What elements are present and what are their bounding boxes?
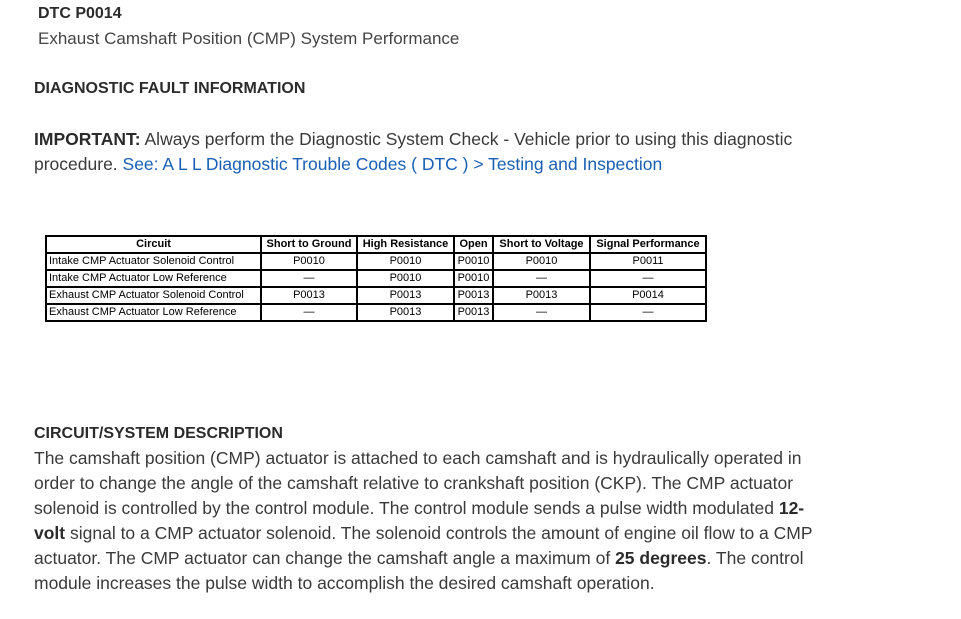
- cell-signal-performance: —: [590, 270, 706, 287]
- dtc-code: DTC P0014: [38, 5, 122, 22]
- cell-short-to-voltage: —: [493, 304, 590, 321]
- dtc-circuit-table: [45, 235, 707, 322]
- table-header-row: [46, 236, 706, 253]
- cell-high-resistance: P0013: [357, 287, 454, 304]
- desc-text-1: The camshaft position (CMP) actuator is attached to each camshaft and is hydraulically operated in order to change the angle of the camshaft relative to crankshaft position (CKP). The CMP actuator solenoid is controlled by the control module. The control module sends a pulse width modulated: [34, 448, 802, 518]
- cell-short-to-voltage: P0010: [493, 253, 590, 270]
- important-text: Always perform the Diagnostic System Check - Vehicle prior to using this diagnostic procedure.: [34, 129, 793, 174]
- table-row: [46, 253, 706, 270]
- circuit-description-text: [34, 446, 834, 596]
- cell-circuit: Intake CMP Actuator Low Reference: [46, 270, 261, 287]
- desc-text-3: . The control module increases the pulse width to accomplish the desired camshaft operation.: [34, 548, 804, 593]
- circuit-description-heading: CIRCUIT/SYSTEM DESCRIPTION: [34, 425, 283, 442]
- header-signal-performance: Signal Performance: [590, 236, 706, 253]
- cell-signal-performance: P0011: [590, 253, 706, 270]
- cell-open: P0013: [454, 287, 493, 304]
- diagnostic-codes-link[interactable]: See: A L L Diagnostic Trouble Codes ( DTC ) > Testing and Inspection: [122, 154, 663, 174]
- cell-circuit: Exhaust CMP Actuator Low Reference: [46, 304, 261, 321]
- header-open: Open: [454, 236, 493, 253]
- header-short-to-ground: Short to Ground: [261, 236, 357, 253]
- cell-signal-performance: P0014: [590, 287, 706, 304]
- cell-open: P0010: [454, 270, 493, 287]
- header-high-resistance: High Resistance: [357, 236, 454, 253]
- cell-high-resistance: P0013: [357, 304, 454, 321]
- fault-info-heading: DIAGNOSTIC FAULT INFORMATION: [34, 80, 306, 97]
- cell-short-to-voltage: —: [493, 270, 590, 287]
- important-note: [34, 127, 834, 177]
- desc-bold-voltage: 12-volt: [34, 498, 805, 543]
- cell-short-to-ground: —: [261, 304, 357, 321]
- cell-short-to-ground: —: [261, 270, 357, 287]
- desc-bold-degrees: 25 degrees: [615, 548, 707, 568]
- cell-signal-performance: —: [590, 304, 706, 321]
- table-row: [46, 270, 706, 287]
- desc-text-2: signal to a CMP actuator solenoid. The solenoid controls the amount of engine oil flow to a CMP actuator. The CMP actuator can change the camshaft angle a maximum of: [34, 523, 813, 568]
- cell-high-resistance: P0010: [357, 270, 454, 287]
- cell-high-resistance: P0010: [357, 253, 454, 270]
- cell-open: P0010: [454, 253, 493, 270]
- cell-short-to-ground: P0010: [261, 253, 357, 270]
- important-label: IMPORTANT:: [34, 129, 141, 149]
- header-circuit: Circuit: [46, 236, 261, 253]
- cell-open: P0013: [454, 304, 493, 321]
- dtc-title: Exhaust Camshaft Position (CMP) System Performance: [38, 29, 460, 48]
- table-row: [46, 304, 706, 321]
- header-short-to-voltage: Short to Voltage: [493, 236, 590, 253]
- cell-short-to-ground: P0013: [261, 287, 357, 304]
- cell-short-to-voltage: P0013: [493, 287, 590, 304]
- table-row: [46, 287, 706, 304]
- cell-circuit: Exhaust CMP Actuator Solenoid Control: [46, 287, 261, 304]
- cell-circuit: Intake CMP Actuator Solenoid Control: [46, 253, 261, 270]
